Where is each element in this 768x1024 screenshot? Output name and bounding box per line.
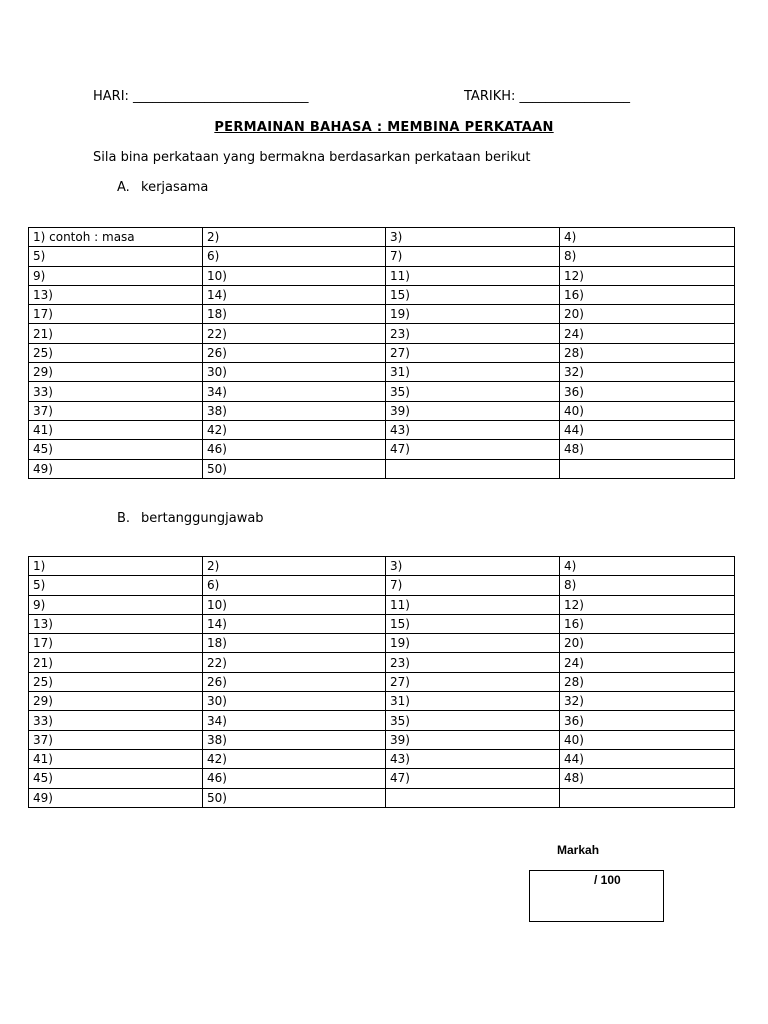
answer-cell[interactable]: 49) <box>29 459 203 478</box>
answer-cell[interactable]: 15) <box>386 614 560 633</box>
section-a-heading <box>117 180 208 195</box>
answer-cell[interactable]: 38) <box>203 730 386 749</box>
answer-cell[interactable]: 46) <box>203 769 386 788</box>
answer-cell[interactable]: 6) <box>203 576 386 595</box>
answer-cell[interactable]: 47) <box>386 440 560 459</box>
answer-cell[interactable]: 15) <box>386 285 560 304</box>
table-row <box>29 305 735 324</box>
answer-cell[interactable]: 18) <box>203 634 386 653</box>
answer-cell[interactable]: 44) <box>560 749 735 768</box>
answer-cell[interactable] <box>560 459 735 478</box>
answer-cell[interactable]: 49) <box>29 788 203 807</box>
answer-cell[interactable]: 12) <box>560 595 735 614</box>
answer-cell[interactable] <box>386 459 560 478</box>
answer-cell[interactable]: 19) <box>386 305 560 324</box>
page-title: PERMAINAN BAHASA : MEMBINA PERKATAAN <box>214 120 554 135</box>
answer-cell[interactable]: 21) <box>29 324 203 343</box>
answer-cell[interactable]: 39) <box>386 401 560 420</box>
answer-cell[interactable]: 1) contoh : masa <box>29 228 203 247</box>
answer-cell[interactable]: 28) <box>560 672 735 691</box>
answer-cell[interactable]: 17) <box>29 305 203 324</box>
answer-cell[interactable]: 27) <box>386 343 560 362</box>
answer-cell[interactable]: 45) <box>29 769 203 788</box>
answer-cell[interactable]: 21) <box>29 653 203 672</box>
answer-cell[interactable]: 41) <box>29 420 203 439</box>
section-b-letter: B. <box>117 511 131 526</box>
answer-cell[interactable]: 22) <box>203 324 386 343</box>
answer-cell[interactable]: 3) <box>386 228 560 247</box>
answer-cell[interactable]: 39) <box>386 730 560 749</box>
answer-cell[interactable]: 43) <box>386 749 560 768</box>
answer-cell[interactable]: 30) <box>203 692 386 711</box>
answer-cell[interactable]: 9) <box>29 266 203 285</box>
answer-cell[interactable]: 46) <box>203 440 386 459</box>
answer-cell[interactable] <box>560 788 735 807</box>
answer-cell[interactable]: 36) <box>560 382 735 401</box>
answer-cell[interactable]: 35) <box>386 711 560 730</box>
answer-cell[interactable]: 12) <box>560 266 735 285</box>
answer-cell[interactable]: 33) <box>29 382 203 401</box>
table-row <box>29 459 735 478</box>
answer-cell[interactable]: 32) <box>560 692 735 711</box>
answer-cell[interactable]: 14) <box>203 285 386 304</box>
answer-cell[interactable]: 31) <box>386 692 560 711</box>
answer-cell[interactable]: 25) <box>29 672 203 691</box>
table-row <box>29 653 735 672</box>
answer-cell[interactable]: 45) <box>29 440 203 459</box>
markah-label: Markah <box>557 843 600 857</box>
answer-cell[interactable]: 2) <box>203 557 386 576</box>
answer-cell[interactable]: 4) <box>560 228 735 247</box>
table-row <box>29 247 735 266</box>
answer-cell[interactable]: 31) <box>386 363 560 382</box>
answer-cell[interactable]: 9) <box>29 595 203 614</box>
answer-cell[interactable]: 34) <box>203 711 386 730</box>
section-b-heading <box>117 511 264 526</box>
table-row <box>29 788 735 807</box>
answer-cell[interactable]: 29) <box>29 363 203 382</box>
answer-cell[interactable]: 10) <box>203 595 386 614</box>
answer-cell[interactable]: 24) <box>560 653 735 672</box>
answer-cell[interactable]: 42) <box>203 420 386 439</box>
answer-cell[interactable]: 28) <box>560 343 735 362</box>
answer-cell[interactable]: 10) <box>203 266 386 285</box>
answer-cell[interactable]: 22) <box>203 653 386 672</box>
section-a-table-body <box>29 228 735 479</box>
answer-cell[interactable]: 32) <box>560 363 735 382</box>
answer-cell[interactable]: 17) <box>29 634 203 653</box>
hari-field[interactable]: HARI: ___________________________ <box>93 89 309 104</box>
section-b-table-body <box>29 557 735 808</box>
answer-cell[interactable]: 23) <box>386 324 560 343</box>
answer-cell[interactable]: 26) <box>203 343 386 362</box>
answer-cell[interactable]: 42) <box>203 749 386 768</box>
answer-cell[interactable]: 24) <box>560 324 735 343</box>
answer-cell[interactable]: 2) <box>203 228 386 247</box>
instruction-text: Sila bina perkataan yang bermakna berdasarkan perkataan berikut <box>93 150 531 165</box>
answer-cell[interactable]: 38) <box>203 401 386 420</box>
answer-cell[interactable]: 27) <box>386 672 560 691</box>
answer-cell[interactable]: 48) <box>560 440 735 459</box>
answer-cell[interactable]: 44) <box>560 420 735 439</box>
answer-cell[interactable]: 19) <box>386 634 560 653</box>
table-row <box>29 440 735 459</box>
answer-cell[interactable]: 23) <box>386 653 560 672</box>
section-a-letter: A. <box>117 180 130 195</box>
answer-cell[interactable]: 5) <box>29 576 203 595</box>
table-row <box>29 692 735 711</box>
section-b-table <box>28 556 735 808</box>
answer-cell[interactable]: 26) <box>203 672 386 691</box>
answer-cell[interactable]: 34) <box>203 382 386 401</box>
answer-cell[interactable]: 8) <box>560 247 735 266</box>
table-row <box>29 730 735 749</box>
table-row <box>29 285 735 304</box>
answer-cell[interactable]: 30) <box>203 363 386 382</box>
answer-cell[interactable]: 35) <box>386 382 560 401</box>
answer-cell[interactable]: 3) <box>386 557 560 576</box>
table-row <box>29 266 735 285</box>
table-row <box>29 228 735 247</box>
section-a-table <box>28 227 735 479</box>
answer-cell[interactable]: 4) <box>560 557 735 576</box>
answer-cell[interactable]: 11) <box>386 266 560 285</box>
answer-cell[interactable]: 11) <box>386 595 560 614</box>
table-row <box>29 324 735 343</box>
answer-cell[interactable]: 25) <box>29 343 203 362</box>
table-row <box>29 401 735 420</box>
markah-value: / 100 <box>594 873 621 887</box>
answer-cell[interactable]: 1) <box>29 557 203 576</box>
answer-cell[interactable]: 7) <box>386 576 560 595</box>
table-row <box>29 614 735 633</box>
answer-cell[interactable]: 8) <box>560 576 735 595</box>
table-row <box>29 672 735 691</box>
answer-cell[interactable]: 16) <box>560 285 735 304</box>
answer-cell[interactable]: 33) <box>29 711 203 730</box>
table-row <box>29 420 735 439</box>
markah-box[interactable] <box>529 870 664 922</box>
table-row <box>29 769 735 788</box>
table-row <box>29 343 735 362</box>
answer-cell[interactable]: 7) <box>386 247 560 266</box>
answer-cell[interactable]: 41) <box>29 749 203 768</box>
answer-cell[interactable]: 36) <box>560 711 735 730</box>
table-row <box>29 749 735 768</box>
answer-cell[interactable]: 50) <box>203 459 386 478</box>
answer-cell[interactable]: 6) <box>203 247 386 266</box>
section-a-word: kerjasama <box>141 180 209 195</box>
table-row <box>29 711 735 730</box>
answer-cell[interactable]: 50) <box>203 788 386 807</box>
answer-cell[interactable]: 20) <box>560 634 735 653</box>
answer-cell[interactable]: 37) <box>29 401 203 420</box>
answer-cell[interactable]: 47) <box>386 769 560 788</box>
answer-cell[interactable]: 48) <box>560 769 735 788</box>
answer-cell[interactable]: 20) <box>560 305 735 324</box>
table-row <box>29 634 735 653</box>
section-b-word: bertanggungjawab <box>141 511 264 526</box>
answer-cell[interactable]: 16) <box>560 614 735 633</box>
table-row <box>29 363 735 382</box>
answer-cell[interactable]: 37) <box>29 730 203 749</box>
tarikh-field[interactable]: TARIKH: _________________ <box>464 89 631 104</box>
answer-cell[interactable]: 18) <box>203 305 386 324</box>
answer-cell[interactable] <box>386 788 560 807</box>
answer-cell[interactable]: 40) <box>560 730 735 749</box>
answer-cell[interactable]: 40) <box>560 401 735 420</box>
answer-cell[interactable]: 43) <box>386 420 560 439</box>
table-row <box>29 576 735 595</box>
answer-cell[interactable]: 13) <box>29 614 203 633</box>
table-row <box>29 382 735 401</box>
table-row <box>29 595 735 614</box>
answer-cell[interactable]: 13) <box>29 285 203 304</box>
table-row <box>29 557 735 576</box>
answer-cell[interactable]: 5) <box>29 247 203 266</box>
answer-cell[interactable]: 14) <box>203 614 386 633</box>
answer-cell[interactable]: 29) <box>29 692 203 711</box>
